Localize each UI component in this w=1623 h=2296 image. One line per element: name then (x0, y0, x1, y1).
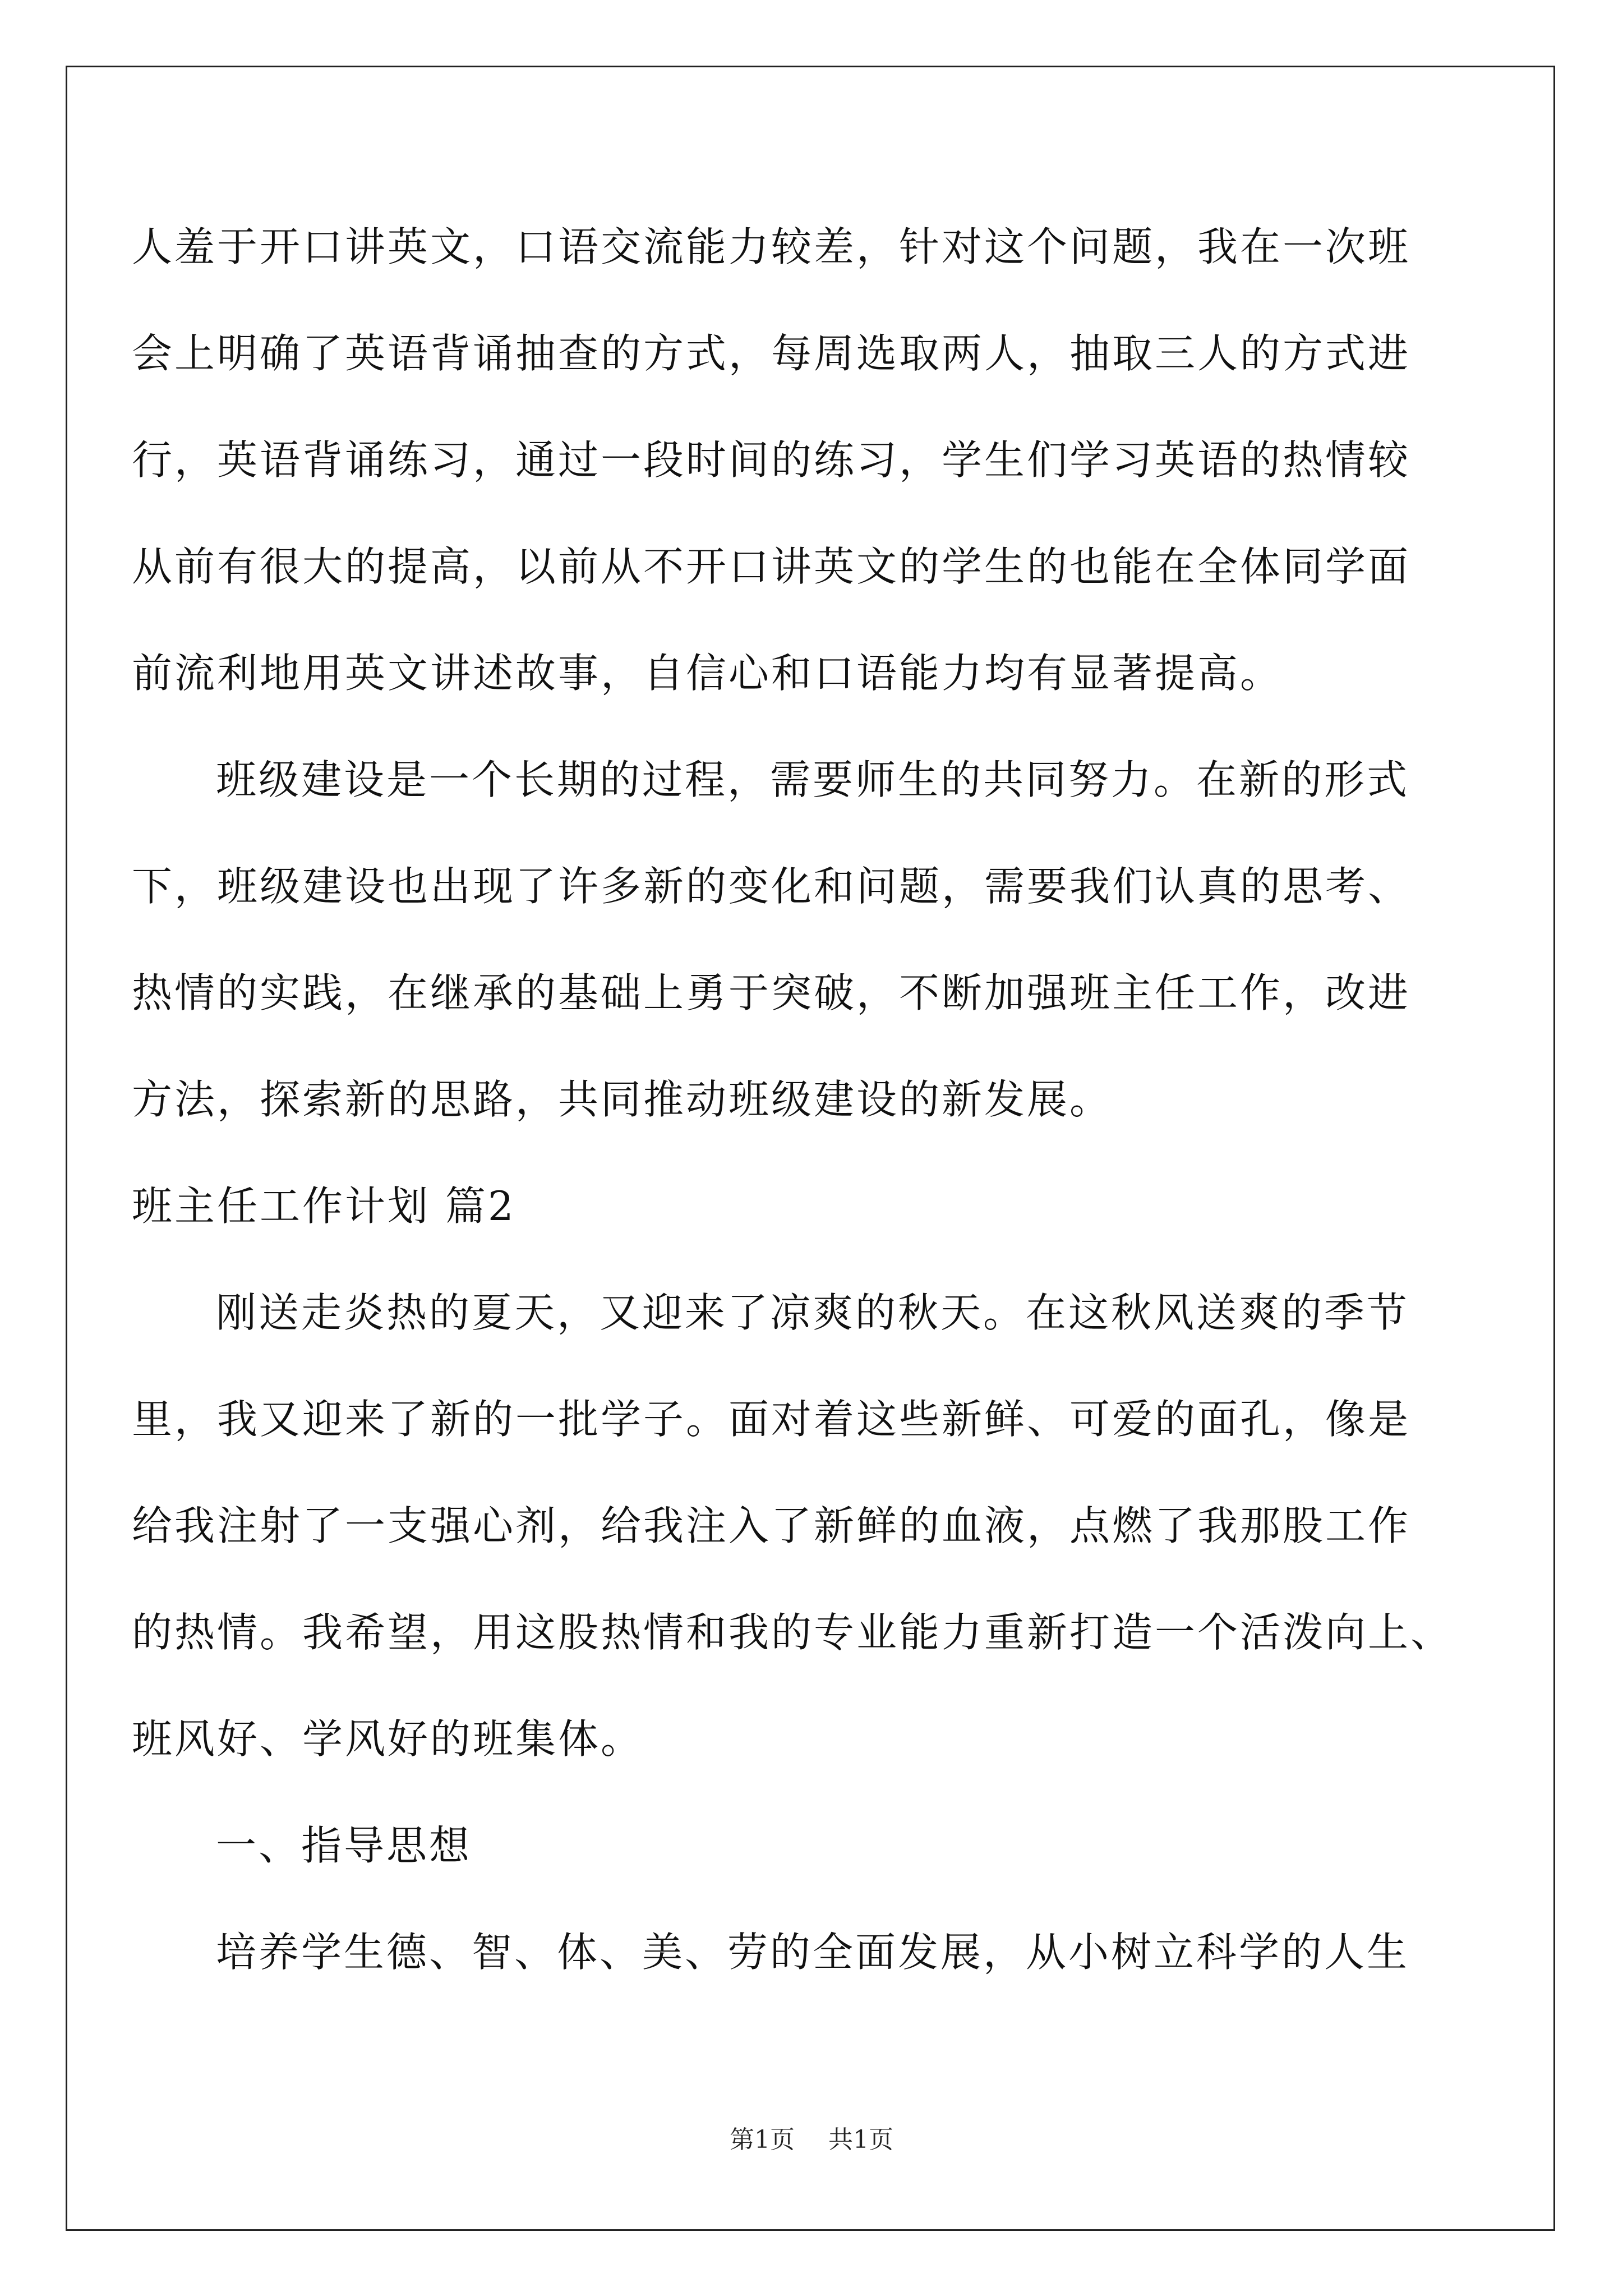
text-line: 下，班级建设也出现了许多新的变化和问题，需要我们认真的思考、 (132, 863, 1411, 910)
text-line: 方法，探索新的思路，共同推动班级建设的新发展。 (132, 1076, 1113, 1123)
subheading: 一、指导思想 (216, 1822, 472, 1869)
text-line: 从前有很大的提高，以前从不开口讲英文的学生的也能在全体同学面 (132, 543, 1411, 590)
text-line: 班级建设是一个长期的过程，需要师生的共同努力。在新的形式 (216, 756, 1410, 803)
page-number-current: 第1页 (730, 2125, 795, 2154)
page-footer (0, 2123, 1623, 2157)
text-line: 会上明确了英语背诵抽查的方式，每周选取两人，抽取三人的方式进 (132, 330, 1411, 377)
page-border (66, 66, 1555, 2231)
text-line: 人羞于开口讲英文，口语交流能力较差，针对这个问题，我在一次班 (132, 223, 1411, 270)
text-line: 培养学生德、智、体、美、劳的全面发展，从小树立科学的人生 (216, 1929, 1410, 1976)
section-title: 班主任工作计划 篇2 (132, 1182, 516, 1230)
text-line: 刚送走炎热的夏天，又迎来了凉爽的秋天。在这秋风送爽的季节 (216, 1289, 1410, 1336)
text-line: 的热情。我希望，用这股热情和我的专业能力重新打造一个活泼向上、 (132, 1609, 1454, 1656)
text-line: 行，英语背诵练习，通过一段时间的练习，学生们学习英语的热情较 (132, 436, 1411, 484)
page-number-total: 共1页 (828, 2125, 893, 2154)
text-line: 热情的实践，在继承的基础上勇于突破，不断加强班主任工作，改进 (132, 969, 1411, 1016)
text-line: 班风好、学风好的班集体。 (132, 1715, 644, 1763)
text-line: 前流利地用英文讲述故事，自信心和口语能力均有显著提高。 (132, 650, 1283, 697)
text-line: 里，我又迎来了新的一批学子。面对着这些新鲜、可爱的面孔，像是 (132, 1396, 1411, 1443)
text-line: 给我注射了一支强心剂，给我注入了新鲜的血液，点燃了我那股工作 (132, 1502, 1411, 1549)
